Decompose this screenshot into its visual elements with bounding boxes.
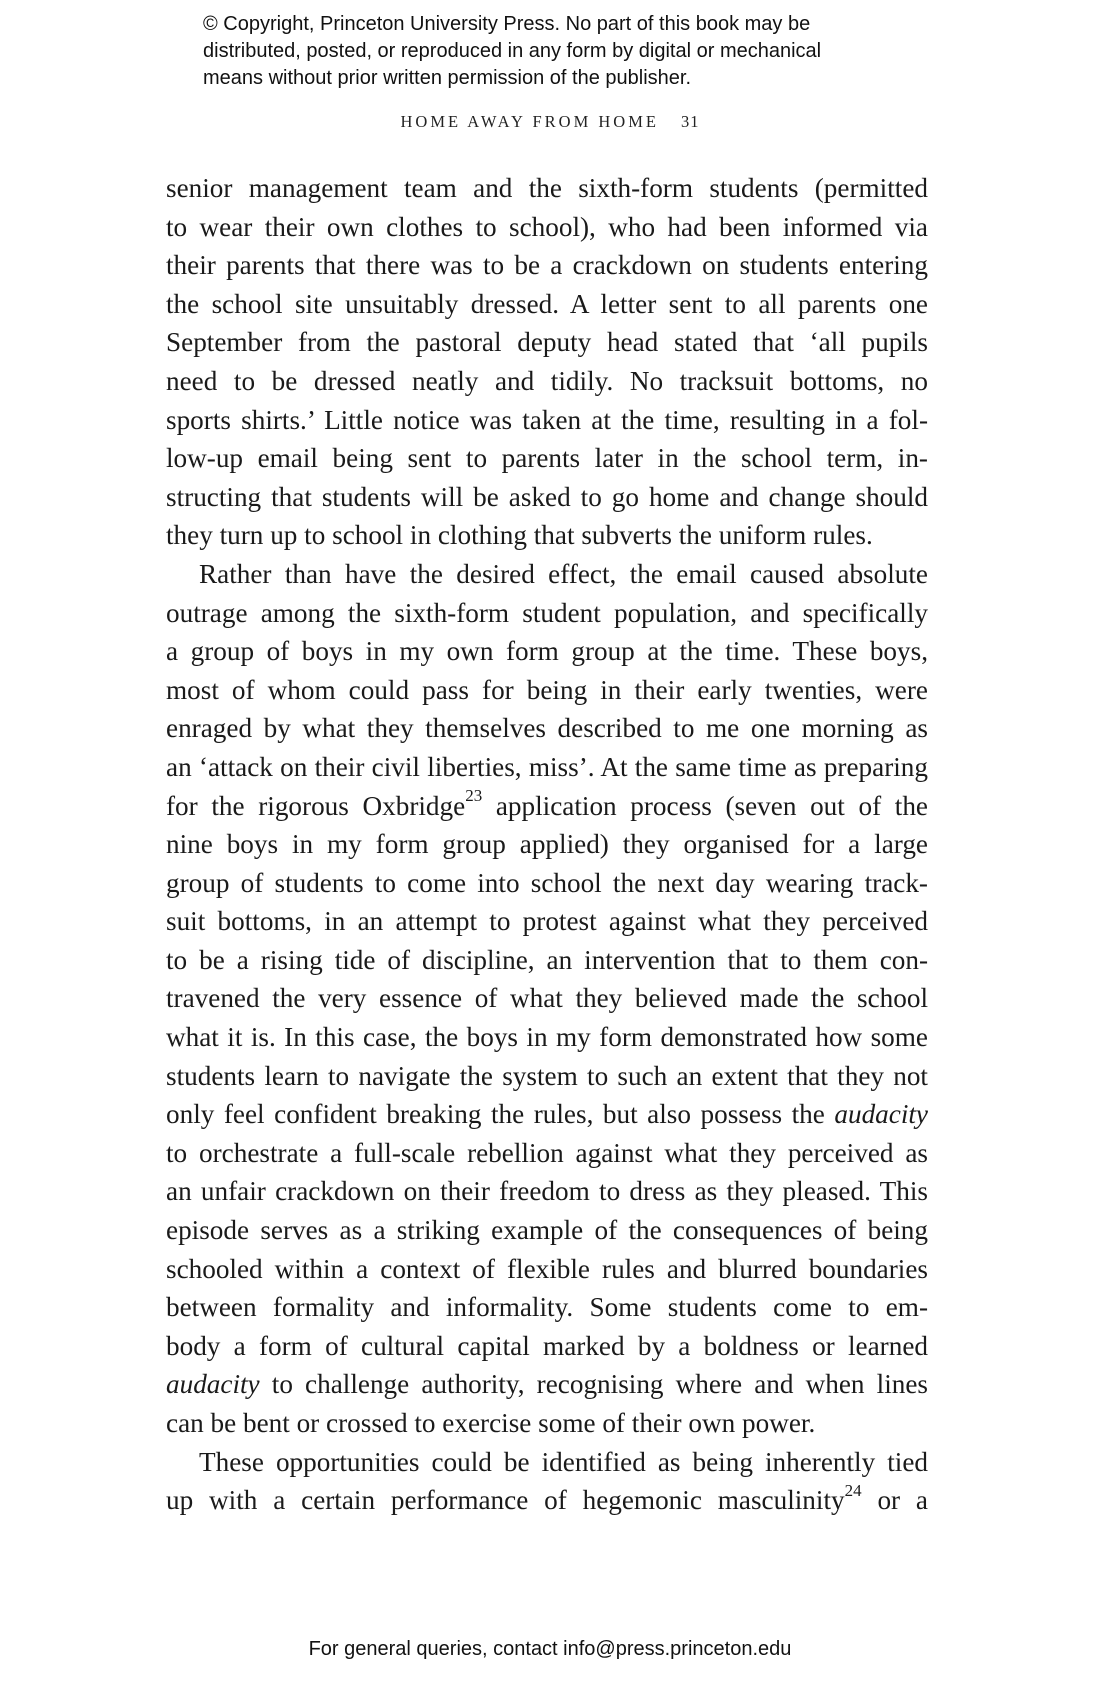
- emphasis-audacity: audacity: [834, 1099, 928, 1130]
- body-text: [166, 169, 928, 1520]
- text-line: enraged by what they themselves described to me one morning as: [166, 713, 928, 744]
- text-line: they turn up to school in clothing that subverts the uniform rules.: [166, 520, 873, 551]
- text-line: most of whom could pass for being in their early twenties, were: [166, 674, 928, 705]
- text-line: Rather than have the desired effect, the email caused absolute: [199, 558, 928, 589]
- text-line: [166, 1481, 928, 1520]
- text-line: [166, 1095, 928, 1134]
- text-line: to wear their own clothes to school), who had been informed via: [166, 211, 928, 242]
- text-line: their parents that there was to be a crackdown on students entering: [166, 250, 928, 281]
- copyright-notice: [203, 11, 923, 92]
- text-line: outrage among the sixth-form student population, and specifically: [166, 597, 928, 628]
- text-line: an ‘attack on their civil liberties, miss’. At the same time as preparing: [166, 751, 928, 782]
- text-line: need to be dressed neatly and tidily. No tracksuit bottoms, no: [166, 365, 928, 396]
- text-line: schooled within a context of flexible rules and blurred boundaries: [166, 1253, 928, 1284]
- text-line: can be bent or crossed to exercise some of their own power.: [166, 1408, 816, 1438]
- text-segment: to challenge authority, recognising where and when lines: [259, 1369, 928, 1400]
- footnote-ref-24: 24: [844, 1481, 862, 1501]
- text-line: an unfair crackdown on their freedom to dress as they pleased. This: [166, 1176, 928, 1207]
- running-title: HOME AWAY FROM HOME: [400, 112, 659, 131]
- text-line: These opportunities could be identified as being inherently tied: [199, 1446, 928, 1477]
- text-line: suit bottoms, in an attempt to protest against what they perceived: [166, 906, 928, 937]
- text-line: to be a rising tide of discipline, an intervention that to them con-: [166, 944, 928, 975]
- text-segment: for the rigorous Oxbridge: [166, 790, 466, 821]
- text-line: a group of boys in my own form group at the time. These boys,: [166, 636, 928, 667]
- text-line: the school site unsuitably dressed. A letter sent to all parents one: [166, 288, 928, 319]
- text-line: sports shirts.’ Little notice was taken at the time, resulting in a fol-: [166, 404, 928, 435]
- text-line: structing that students will be asked to go home and change should: [166, 481, 928, 512]
- text-line: between formality and informality. Some students come to em-: [166, 1292, 928, 1323]
- text-line: what it is. In this case, the boys in my form demonstrated how some: [166, 1022, 928, 1053]
- text-line: group of students to come into school the next day wearing track-: [166, 867, 928, 898]
- text-line: [166, 1365, 928, 1404]
- text-line: senior management team and the sixth-form students (permitted: [166, 173, 928, 203]
- text-line: low-up email being sent to parents later in the school term, in-: [166, 443, 928, 474]
- footer-contact: For general queries, contact info@press.princeton.edu: [308, 1638, 792, 1660]
- text-segment: or a: [861, 1485, 928, 1516]
- text-line: episode serves as a striking example of the consequences of being: [166, 1215, 928, 1246]
- text-line: September from the pastoral deputy head stated that ‘all pupils: [166, 327, 928, 358]
- copyright-line: distributed, posted, or reproduced in any form by digital or mechanical: [203, 40, 822, 62]
- text-segment: application process (seven out of the: [482, 790, 928, 821]
- emphasis-audacity: audacity: [166, 1369, 260, 1400]
- page-number: 31: [680, 112, 700, 131]
- copyright-line: means without prior written permission of the publisher.: [203, 67, 692, 89]
- text-line: nine boys in my form group applied) they organised for a large: [166, 829, 928, 860]
- copyright-line: © Copyright, Princeton University Press. No part of this book may be: [203, 13, 811, 35]
- text-segment: up with a certain performance of hegemonic masculinity: [166, 1485, 845, 1516]
- text-line: travened the very essence of what they believed made the school: [166, 983, 928, 1014]
- footnote-ref-23: 23: [465, 786, 483, 806]
- running-head: [0, 112, 1100, 132]
- text-line: students learn to navigate the system to such an extent that they not: [166, 1060, 928, 1091]
- text-segment: only feel confident breaking the rules, but also possess the: [166, 1099, 835, 1130]
- text-line: body a form of cultural capital marked by a boldness or learned: [166, 1330, 928, 1361]
- text-line: to orchestrate a full-scale rebellion against what they perceived as: [166, 1137, 928, 1168]
- text-line: [166, 787, 928, 826]
